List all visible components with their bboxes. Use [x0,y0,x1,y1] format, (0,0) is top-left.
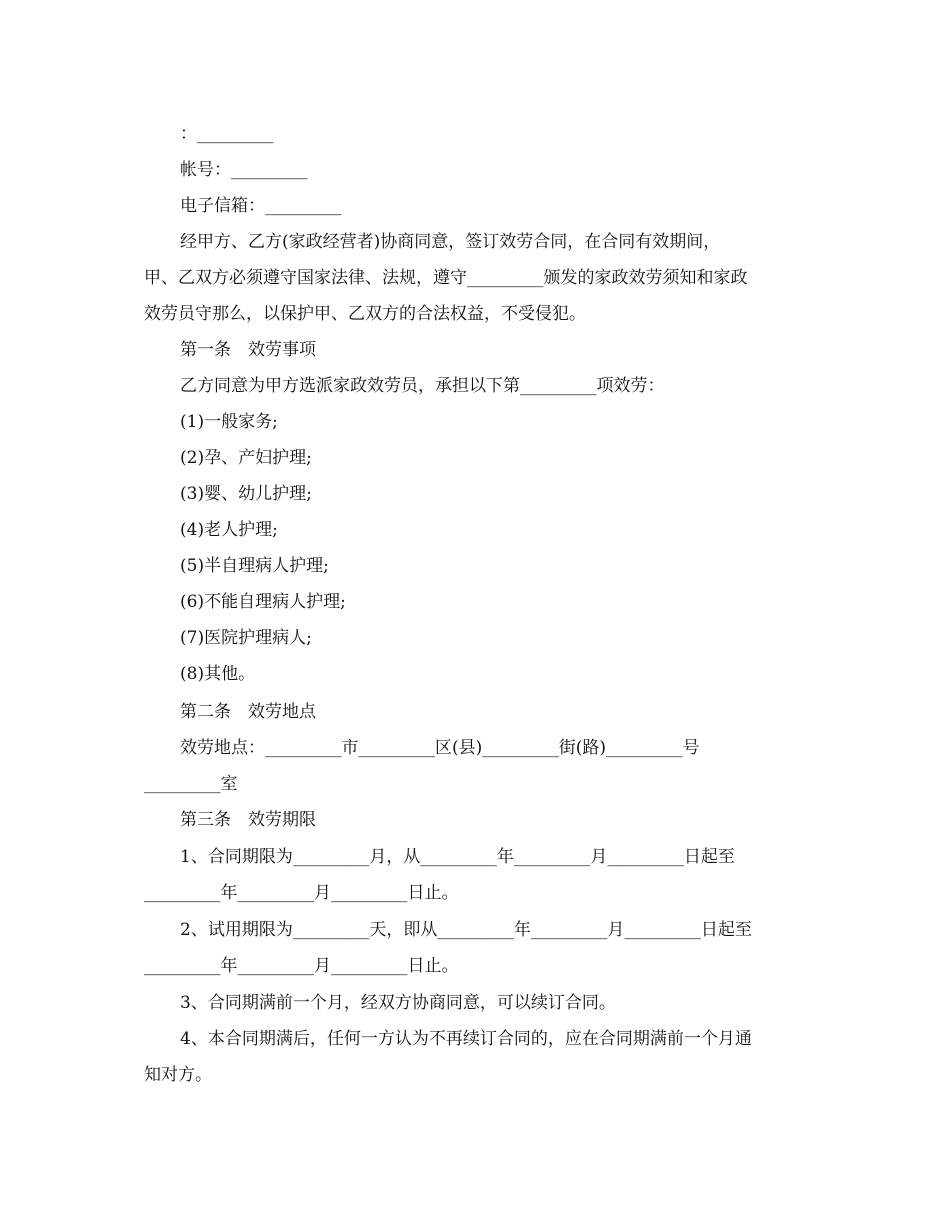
article-1-heading: 第一条 效劳事项 [180,340,316,360]
intro-paragraph-line-2: 甲、乙双方必须遵守国家法律、法规，遵守_________颁发的家政效劳须知和家政 [144,268,748,288]
service-item-2: (2)孕、产妇护理; [180,448,312,468]
service-item-5: (5)半自理病人护理; [180,556,329,576]
email-line: 电子信箱：_________ [180,196,342,216]
intro-paragraph-line-3: 效劳员守那么，以保护甲、乙双方的合法权益，不受侵犯。 [144,304,586,324]
service-item-3: (3)婴、幼儿护理; [180,484,312,504]
colon-blank-line: ：_________ [180,124,274,144]
service-item-7: (7)医院护理病人; [180,628,312,648]
service-item-8: (8)其他。 [180,664,256,684]
termination-notice-line-2: 知对方。 [144,1065,212,1085]
renewal-clause: 3、合同期满前一个月，经双方协商同意，可以续订合同。 [180,993,616,1013]
trial-period-line-1: 2、试用期限为_________天，即从_________年_________月_________日起至 [180,920,752,940]
article-1-body: 乙方同意为甲方选派家政效劳员，承担以下第_________项效劳： [180,376,665,396]
service-location-line-2: _________室 [144,774,238,794]
service-item-1: (1)一般家务; [180,412,278,432]
service-location-line-1: 效劳地点：_________市_________区(县)_________街(路)_________号 [180,738,700,758]
account-number-line: 帐号：_________ [180,160,308,180]
contract-term-line-1: 1、合同期限为_________月，从_________年_________月_________日起至 [180,847,735,867]
termination-notice-line-1: 4、本合同期满后，任何一方认为不再续订合同的，应在合同期满前一个月通 [180,1029,752,1049]
article-2-heading: 第二条 效劳地点 [180,702,316,722]
service-item-4: (4)老人护理; [180,520,278,540]
contract-term-line-2: _________年_________月_________日止。 [144,883,459,903]
service-item-6: (6)不能自理病人护理; [180,592,346,612]
intro-paragraph-line-1: 经甲方、乙方(家政经营者)协商同意，签订效劳合同，在合同有效期间， [180,232,721,252]
trial-period-line-2: _________年_________月_________日止。 [144,956,459,976]
article-3-heading: 第三条 效劳期限 [180,810,316,830]
